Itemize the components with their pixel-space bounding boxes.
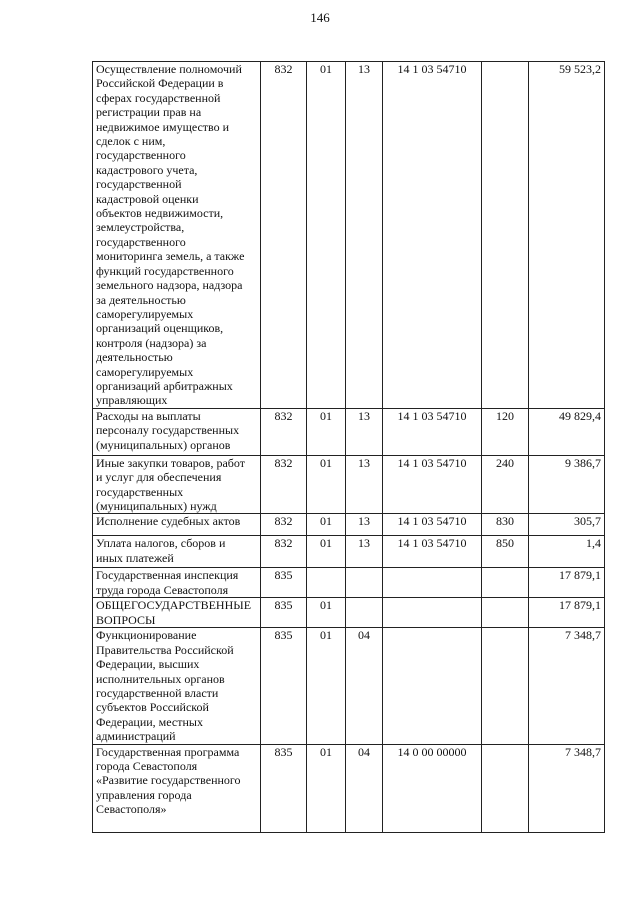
row-name-cell (93, 536, 261, 568)
row-name-cell (93, 628, 261, 744)
subsection-code (346, 568, 383, 598)
row-name: Уплата налогов, сборов и иных платежей (96, 536, 226, 565)
budget-table (92, 61, 605, 833)
ministry-code: 835 (261, 598, 307, 628)
target-article-code (383, 598, 482, 628)
section-code: 01 (307, 536, 346, 568)
table-row (93, 628, 605, 744)
expense-type-code (482, 568, 529, 598)
target-article-code: 14 1 03 54710 (383, 514, 482, 536)
amount-value: 9 386,7 (529, 455, 605, 514)
subsection-code: 13 (346, 514, 383, 536)
table-row (93, 568, 605, 598)
expense-type-code: 120 (482, 408, 529, 455)
table-row (93, 598, 605, 628)
page-number: 146 (310, 10, 330, 25)
target-article-code: 14 1 03 54710 (383, 62, 482, 409)
subsection-code: 04 (346, 628, 383, 744)
ministry-code: 832 (261, 514, 307, 536)
section-code: 01 (307, 62, 346, 409)
subsection-code: 13 (346, 62, 383, 409)
subsection-code: 04 (346, 744, 383, 832)
target-article-code: 14 1 03 54710 (383, 408, 482, 455)
section-code: 01 (307, 455, 346, 514)
row-name-cell (93, 744, 261, 832)
ministry-code: 832 (261, 408, 307, 455)
row-name: Государственная программа города Севастополя «Развитие государственного управления города Севастополя» (96, 744, 241, 817)
row-name-cell (93, 514, 261, 536)
expense-type-code (482, 744, 529, 832)
section-code: 01 (307, 408, 346, 455)
ministry-code: 835 (261, 628, 307, 744)
table-row (93, 408, 605, 455)
expense-type-code (482, 628, 529, 744)
target-article-code (383, 628, 482, 744)
row-name-cell (93, 62, 261, 409)
expense-type-code: 830 (482, 514, 529, 536)
target-article-code: 14 1 03 54710 (383, 455, 482, 514)
amount-value: 7 348,7 (529, 744, 605, 832)
section-code (307, 568, 346, 598)
table-row (93, 455, 605, 514)
row-name: Государственная инспекция труда города Севастополя (96, 568, 239, 597)
amount-value: 49 829,4 (529, 408, 605, 455)
amount-value: 305,7 (529, 514, 605, 536)
ministry-code: 835 (261, 744, 307, 832)
target-article-code: 14 0 00 00000 (383, 744, 482, 832)
table-row (93, 514, 605, 536)
ministry-code: 832 (261, 536, 307, 568)
subsection-code: 13 (346, 408, 383, 455)
row-name: Функционирование Правительства Российской Федерации, высших исполнительных органов государственной власти субъектов Российской Федерации, местных администраций (96, 628, 234, 744)
ministry-code: 832 (261, 62, 307, 409)
amount-value: 17 879,1 (529, 568, 605, 598)
row-name: ОБЩЕГОСУДАРСТВЕННЫЕ ВОПРОСЫ (96, 598, 252, 627)
amount-value: 1,4 (529, 536, 605, 568)
row-name-cell (93, 408, 261, 455)
amount-value: 17 879,1 (529, 598, 605, 628)
expense-type-code: 850 (482, 536, 529, 568)
row-name-cell (93, 598, 261, 628)
row-name: Расходы на выплаты персоналу государственных (муниципальных) органов (96, 408, 240, 452)
expense-type-code (482, 598, 529, 628)
expense-type-code (482, 62, 529, 409)
target-article-code: 14 1 03 54710 (383, 536, 482, 568)
subsection-code (346, 598, 383, 628)
row-name: Иные закупки товаров, работ и услуг для обеспечения государственных (муниципальных) нужд (96, 455, 245, 513)
ministry-code: 832 (261, 455, 307, 514)
row-name-cell (93, 568, 261, 598)
row-name-cell (93, 455, 261, 514)
target-article-code (383, 568, 482, 598)
section-code: 01 (307, 744, 346, 832)
subsection-code: 13 (346, 455, 383, 514)
ministry-code: 835 (261, 568, 307, 598)
amount-value: 59 523,2 (529, 62, 605, 409)
section-code: 01 (307, 598, 346, 628)
table-row (93, 744, 605, 832)
subsection-code: 13 (346, 536, 383, 568)
section-code: 01 (307, 514, 346, 536)
row-name: Осуществление полномочий Российской Федерации в сферах государственной регистрации прав на недвижимое имущество и сделок с ним, государственного кадастрового учета, государственной кадастровой оценки объектов недвижимости, землеустройства, государственного мониторинга земель, а также функций государственного земельного надзора, надзора за деятельностью саморегулируемых организаций оценщиков, контроля (надзора) за деятельностью саморегулируемых организаций арбитражных управляющих (96, 62, 245, 408)
table-row (93, 62, 605, 409)
table-row (93, 536, 605, 568)
row-name: Исполнение судебных актов (96, 514, 241, 529)
expense-type-code: 240 (482, 455, 529, 514)
section-code: 01 (307, 628, 346, 744)
amount-value: 7 348,7 (529, 628, 605, 744)
